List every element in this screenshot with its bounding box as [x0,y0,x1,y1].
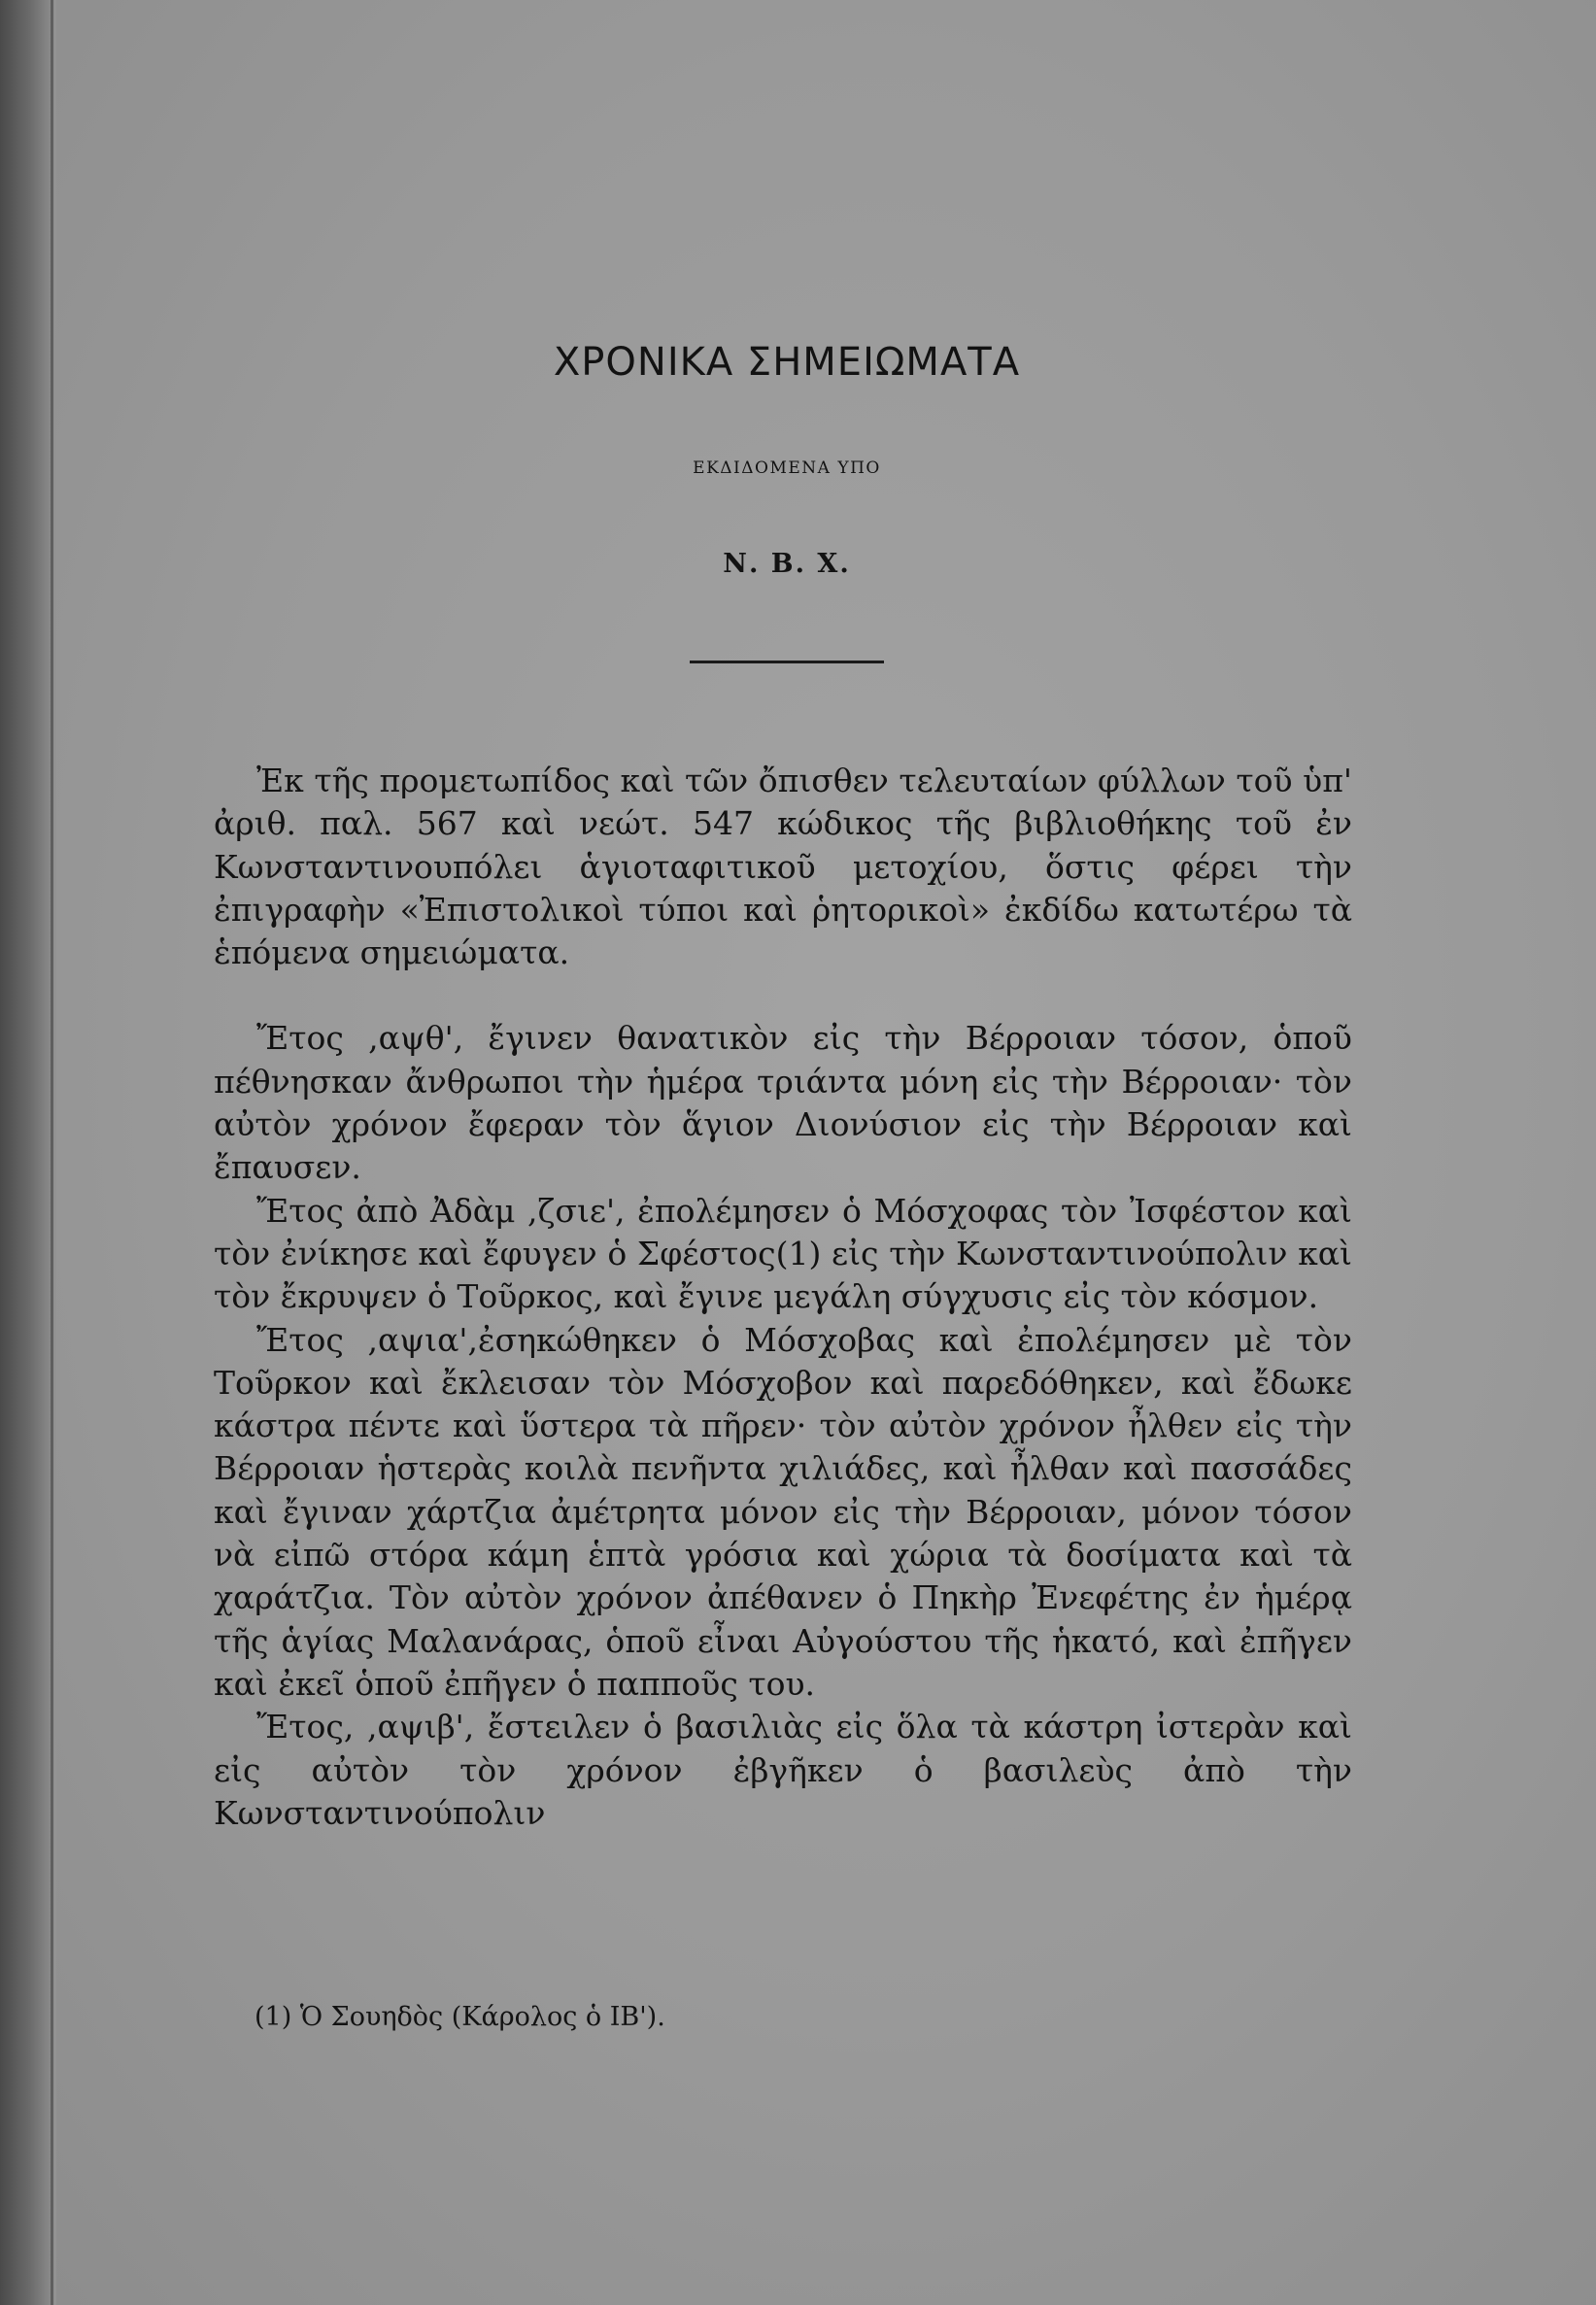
page-title: ΧΡΟΝΙΚΑ ΣΗΜΕΙΩΜΑΤΑ [553,340,1021,385]
footnote: (1) Ὁ Σουηδὸς (Κάρολος ὁ ΙΒ'). [255,2002,665,2032]
editor-initials: Ν. Β. Χ. [723,549,851,579]
page-subtitle: ΕΚΔΙΔΟΜΕΝΑ ΥΠΟ [693,458,881,478]
entry-paragraph: Ἔτος ,αψθ', ἔγινεν θανατικὸν εἰς τὴν Βέρροιαν τόσον, ὁποῦ πέθνησκαν ἄνθρωποι τὴν ἡμέρα τριάντα μόνη εἰς τὴν Βέρροιαν· τὸν αὐτὸν χρόνον ἔφεραν τὸν ἅγιον Διονύσιον εἰς τὴν Βέρροιαν καὶ ἔπαυσεν. [214,1019,1352,1187]
entry-paragraph: Ἔτος ἀπὸ Ἀδὰμ ,ζσιε', ἐπολέμησεν ὁ Μόσχοφας τὸν Ἰσφέστον καὶ τὸν ἐνίκησε καὶ ἔφυγεν ὁ Σφέστος(1) εἰς τὴν Κωνσταντινούπολιν καὶ τὸν ἔκρυψεν ὁ Τοῦρκος, καὶ ἔγινε μεγάλη σύγχυσις εἰς τὸν κόσμον. [214,1191,1352,1316]
binding-shadow-line [51,0,53,2305]
entry-paragraph: Ἔτος, ,αψιβ', ἔστειλεν ὁ βασιλιὰς εἰς ὅλα τὰ κάστρη ἰστερὰν καὶ εἰς αὐτὸν τὸν χρόνον ἐβγῆκεν ὁ βασιλεὺς ἀπὸ τὴν Κωνσταντινούπολιν [214,1708,1352,1832]
entry-paragraph: Ἔτος ,αψια',ἐσηκώθηκεν ὁ Μόσχοβας καὶ ἐπολέμησεν μὲ τὸν Τοῦρκον καὶ ἔκλεισαν τὸν Μόσχοβον καὶ παρεδόθηκεν, καὶ ἔδωκε κάστρα πέντε καὶ ὕστερα τὰ πῆρεν· τὸν αὐτὸν χρόνον ἦλθεν εἰς τὴν Βέρροιαν ἡστερὰς κοιλὰ πενῆντα χιλιάδες, καὶ ἦλθαν καὶ πασσάδες καὶ ἔγιναν χάρτζια ἀμέτρητα μόνον εἰς τὴν Βέρροιαν, μόνον τόσον νὰ εἰπῶ στόρα κάμη ἑπτὰ γρόσια καὶ χώρια τὰ δοσίματα καὶ τὰ χαράτζια. Τὸν αὐτὸν χρόνον ἀπέθανεν ὁ Πηκὴρ Ἐνεφέτης ἐν ἡμέρᾳ τῆς ἁγίας Μαλανάρας, ὁποῦ εἶναι Αὐγούστου τῆς ἡκατό, καὶ ἐπῆγεν καὶ ἐκεῖ ὁποῦ ἐπῆγεν ὁ παπποῦς του. [214,1320,1352,1703]
body-text [214,760,1352,1835]
title-divider [690,661,884,663]
intro-paragraph: Ἐκ τῆς προμετωπίδος καὶ τῶν ὄπισθεν τελευταίων φύλλων τοῦ ὑπ' ἀριθ. παλ. 567 καὶ νεώτ. 547 κώδικος τῆς βιβλιοθήκης τοῦ ἐν Κωνσταντινουπόλει ἁγιοταφιτικοῦ μετοχίου, ὅστις φέρει τὴν ἐπιγραφὴν «Ἐπιστολικοὶ τύποι καὶ ῥητορικοὶ» ἐκδίδω κατωτέρω τὰ ἑπόμενα σημειώματα. [214,762,1352,972]
book-binding-edge [0,0,56,2305]
